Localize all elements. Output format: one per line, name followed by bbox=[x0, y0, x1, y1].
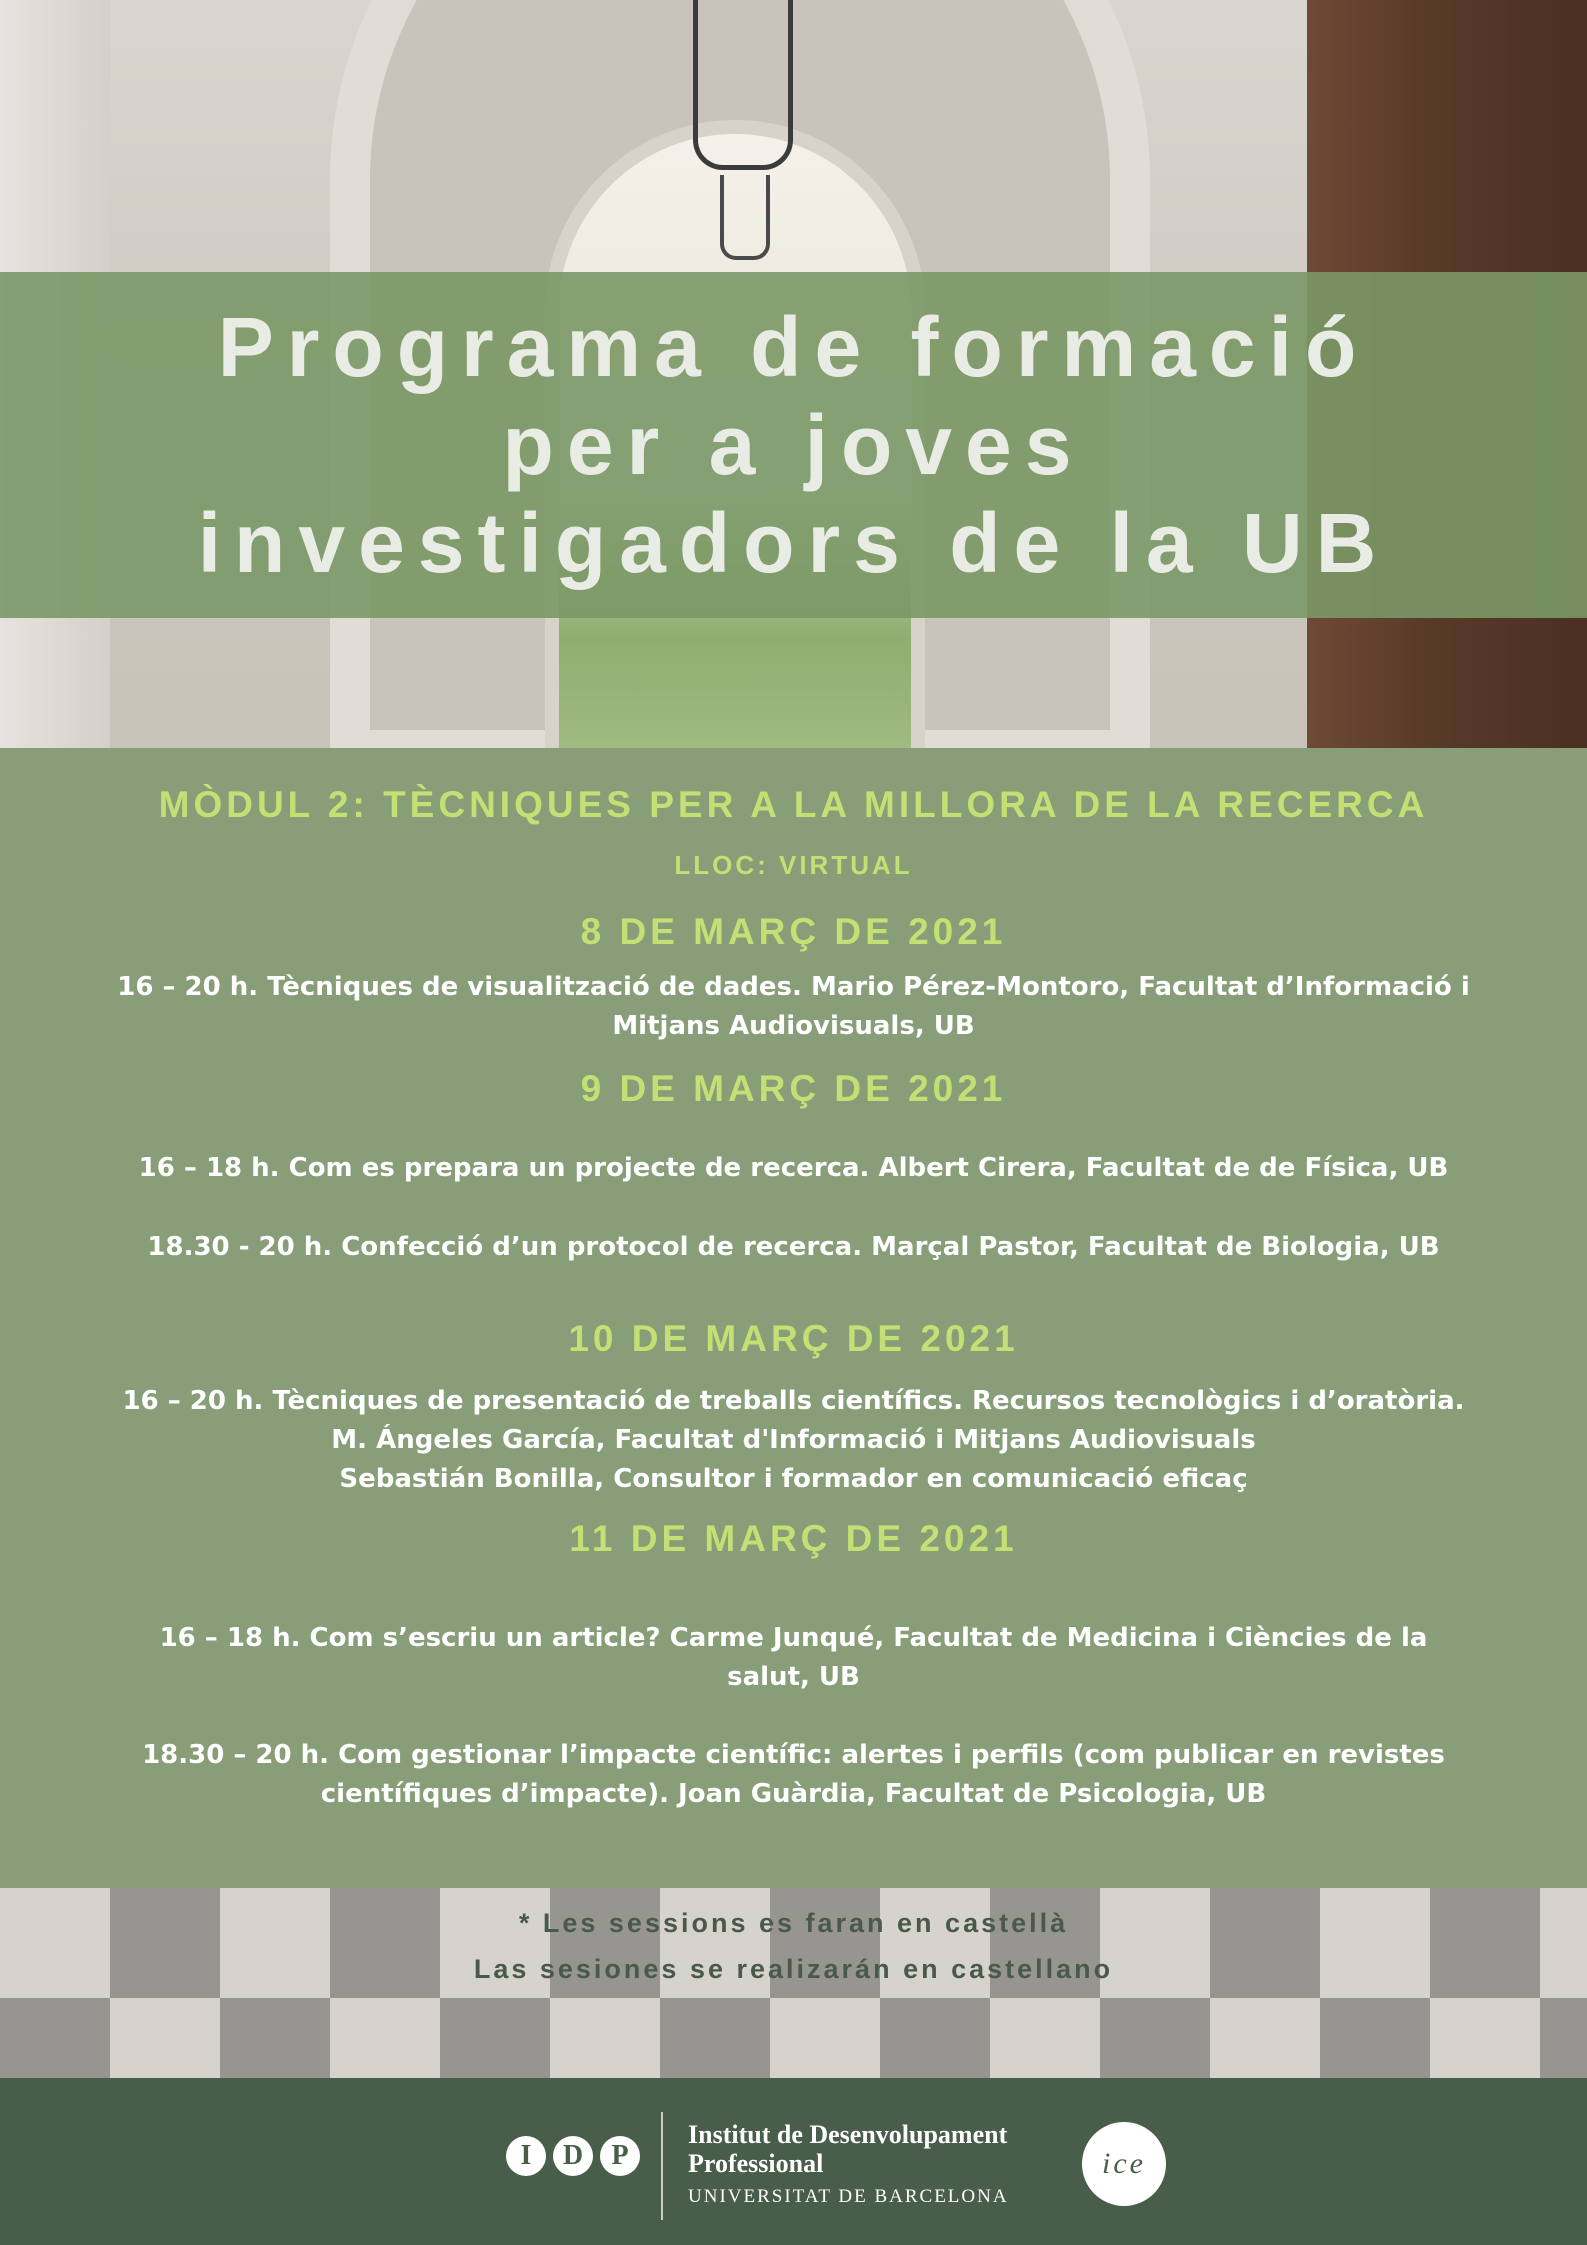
note-spanish: Las sesiones se realizarán en castellano bbox=[473, 1954, 1114, 1984]
session-item bbox=[0, 1382, 1587, 1499]
idp-logo-letter: P bbox=[600, 2136, 640, 2176]
footer-divider bbox=[661, 2112, 663, 2220]
note-catalan: * Les sessions es faran en castellà bbox=[518, 1908, 1069, 1938]
institute-name bbox=[688, 2120, 1009, 2208]
program-panel bbox=[0, 748, 1587, 1888]
page-title-line-1: Programa de formació bbox=[217, 300, 1370, 394]
session-item bbox=[0, 1619, 1587, 1697]
lantern-small-icon bbox=[720, 175, 770, 260]
session-line: M. Ángeles García, Facultat d'Informació i Mitjans Audiovisuals bbox=[331, 1425, 1256, 1455]
title-band bbox=[0, 272, 1587, 618]
day-date: 8 DE MARÇ DE 2021 bbox=[580, 911, 1007, 952]
session-line: salut, UB bbox=[727, 1662, 860, 1692]
session-line: 16 – 18 h. Com s’escriu un article? Carme Junqué, Facultat de Medicina i Ciències de la bbox=[159, 1623, 1428, 1653]
page-title-line-3: investigadors de la UB bbox=[197, 496, 1390, 590]
session-line: 16 – 20 h. Tècniques de presentació de treballs científics. Recursos tecnològics i d’oratòria. bbox=[122, 1386, 1465, 1416]
institute-line-1: Institut de Desenvolupament bbox=[688, 2120, 1008, 2149]
institute-line-2: Professional bbox=[688, 2149, 824, 2178]
lantern-icon bbox=[693, 0, 793, 170]
idp-logo-letter: D bbox=[553, 2136, 593, 2176]
module-title: MÒDUL 2: TÈCNIQUES PER A LA MILLORA DE LA RECERCA bbox=[158, 784, 1429, 825]
session-item bbox=[0, 1149, 1587, 1188]
university-name: UNIVERSITAT DE BARCELONA bbox=[688, 2186, 1009, 2207]
idp-logo-letter: I bbox=[506, 2136, 546, 2176]
day-date: 10 DE MARÇ DE 2021 bbox=[568, 1318, 1019, 1359]
idp-logo bbox=[506, 2136, 640, 2176]
session-item bbox=[0, 1736, 1587, 1814]
language-notes bbox=[0, 1900, 1587, 1992]
session-line: 16 – 18 h. Com es prepara un projecte de recerca. Albert Cirera, Facultat de de Física, UB bbox=[138, 1153, 1449, 1183]
page-title-line-2: per a joves bbox=[502, 398, 1085, 492]
session-line: científiques d’impacte). Joan Guàrdia, Facultat de Psicologia, UB bbox=[320, 1779, 1267, 1809]
place-label: LLOC: VIRTUAL bbox=[674, 850, 913, 880]
session-line: Mitjans Audiovisuals, UB bbox=[612, 1011, 975, 1041]
session-item bbox=[0, 1228, 1587, 1267]
day-date: 9 DE MARÇ DE 2021 bbox=[580, 1068, 1007, 1109]
session-item bbox=[0, 968, 1587, 1046]
session-line: 18.30 – 20 h. Com gestionar l’impacte científic: alertes i perfils (com publicar en revistes bbox=[142, 1740, 1445, 1770]
session-line: 16 – 20 h. Tècniques de visualització de dades. Mario Pérez-Montoro, Facultat d’Informació i bbox=[117, 972, 1470, 1002]
session-line: Sebastián Bonilla, Consultor i formador en comunicació eficaç bbox=[339, 1464, 1248, 1494]
session-line: 18.30 - 20 h. Confecció d’un protocol de recerca. Marçal Pastor, Facultat de Biologia, UB bbox=[147, 1232, 1440, 1262]
footer bbox=[0, 2078, 1587, 2245]
ice-logo: ice bbox=[1082, 2122, 1166, 2206]
day-date: 11 DE MARÇ DE 2021 bbox=[569, 1518, 1018, 1559]
